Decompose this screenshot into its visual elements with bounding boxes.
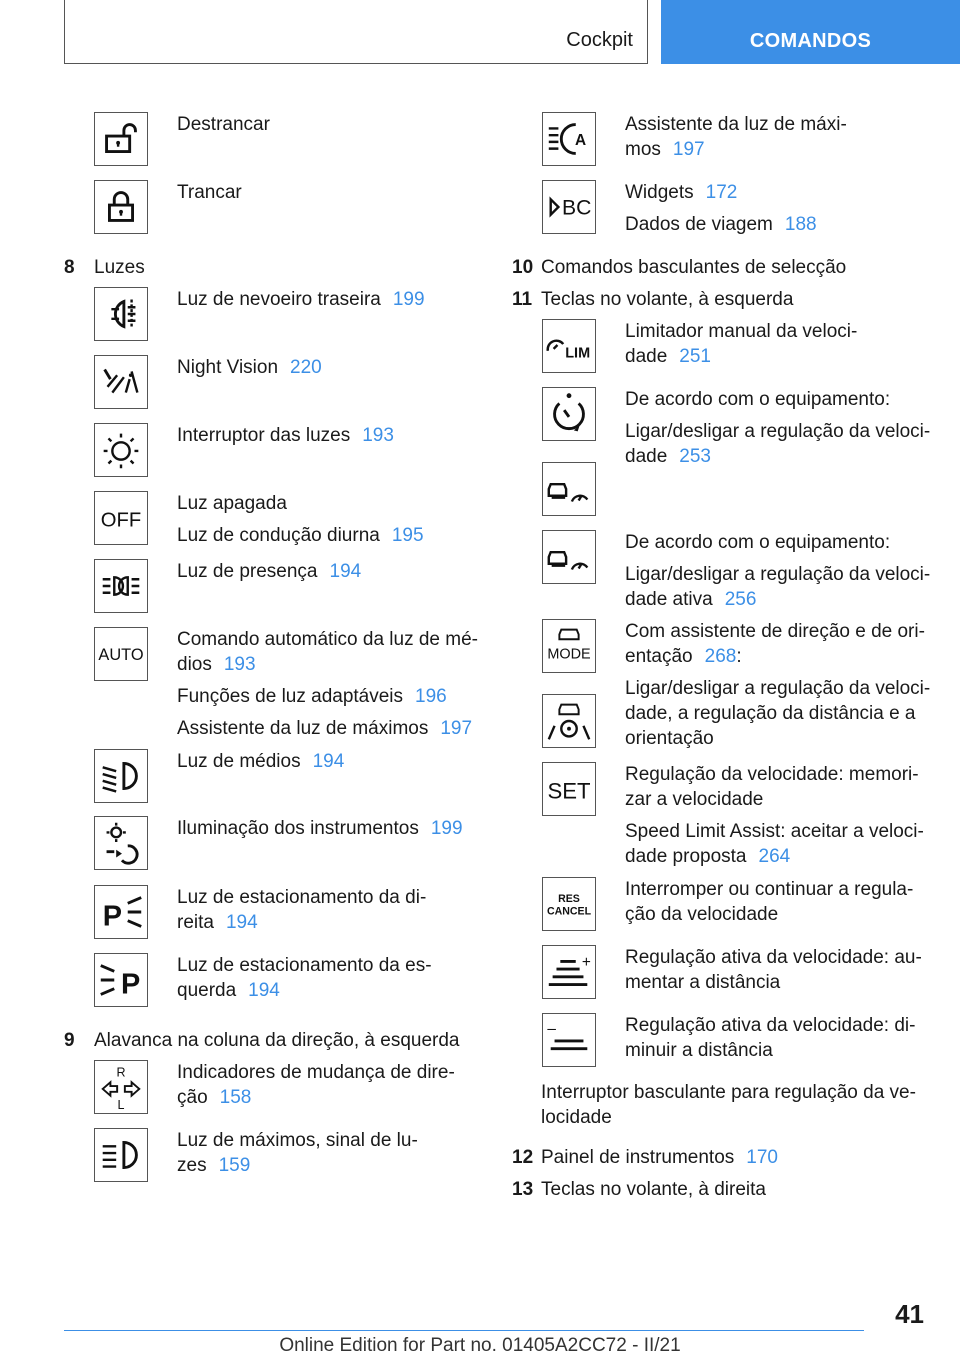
night-vision-label: Night Vision 220	[177, 357, 322, 378]
instrument-lighting-icon	[94, 816, 148, 870]
distance-decrease-icon	[542, 1013, 596, 1067]
page-ref[interactable]: 194	[225, 912, 258, 933]
page-ref[interactable]: 268	[704, 646, 737, 667]
distance-increase-icon	[542, 945, 596, 999]
svg-text:AUTO: AUTO	[98, 645, 144, 664]
page-ref[interactable]: 159	[218, 1155, 251, 1176]
auto-icon	[94, 627, 148, 681]
svg-text:BC: BC	[561, 196, 592, 220]
section-8-number: 8	[64, 257, 75, 278]
high-beam-label: Luz de máximos, sinal de lu- zes 159	[177, 1130, 418, 1176]
svg-text:R: R	[116, 1065, 126, 1080]
svg-text:OFF: OFF	[100, 509, 142, 532]
rocker-switch-label: Interruptor basculante para regulação da ve- locidade	[541, 1082, 916, 1128]
page-ref[interactable]: 197	[440, 718, 473, 739]
right-parking-light-label: Luz de estacionamento da di- reita 194	[177, 887, 427, 933]
widgets-label: Widgets 172	[625, 182, 738, 203]
svg-text:RES: RES	[558, 893, 580, 906]
page-ref[interactable]: 158	[219, 1087, 252, 1108]
page-ref[interactable]: 253	[679, 446, 711, 467]
edition-footer: Online Edition for Part no. 01405A2CC72 - II/21	[279, 1335, 681, 1356]
svg-text:SET: SET	[547, 778, 591, 804]
section-13-number: 13	[512, 1179, 534, 1200]
page-ref[interactable]: 196	[415, 686, 447, 707]
footer-rule	[64, 1330, 864, 1331]
section-13-title: Teclas no volante, à direita	[541, 1179, 766, 1200]
section-8-title: Luzes	[94, 257, 145, 278]
section-9-title: Alavanca na coluna da direção, à esquerda	[94, 1030, 460, 1051]
active-cruise-on-off-label: Ligar/desligar a regulação da veloci- dade ativa 256	[625, 564, 931, 610]
header-section-box	[64, 0, 648, 64]
rear-fog-light-icon	[94, 287, 148, 341]
page-ref[interactable]: 264	[758, 846, 791, 867]
page-ref[interactable]: 251	[679, 346, 711, 367]
turn-indicator-label: Indicadores de mudança de dire- ção 158	[177, 1062, 455, 1108]
speed-limit-assist-label: Speed Limit Assist: aceitar a veloci- dade proposta 264	[625, 821, 924, 867]
night-vision-icon	[94, 355, 148, 409]
speed-limiter-icon	[542, 319, 596, 373]
distance-cruise-icon	[542, 462, 596, 516]
unlock-label: Destrancar	[177, 114, 270, 135]
active-cruise-icon	[542, 530, 596, 584]
left-parking-light-label: Luz de estacionamento da es- querda 194	[177, 955, 432, 1001]
lock-label: Trancar	[177, 182, 242, 203]
page-ref[interactable]: 194	[248, 980, 280, 1001]
trip-data-label: Dados de viagem 188	[625, 214, 817, 235]
high-beam-assistant-label: Assistente da luz de máximos 197	[177, 718, 473, 739]
light-off-label: Luz apagada	[177, 493, 287, 514]
res-cancel-icon	[542, 877, 596, 931]
low-beam-label: Luz de médios 194	[177, 751, 345, 772]
off-icon	[94, 491, 148, 545]
speed-limiter-label: Limitador manual da veloci- dade 251	[625, 321, 858, 367]
lock-icon	[94, 180, 148, 234]
set-icon	[542, 762, 596, 816]
chapter-title: COMANDOS	[749, 30, 872, 52]
page-ref[interactable]: 193	[223, 654, 256, 675]
svg-text:A: A	[574, 131, 587, 149]
equipment-note-2: De acordo com o equipamento:	[625, 532, 891, 553]
svg-text:LIM: LIM	[565, 345, 591, 362]
turn-indicator-icon	[94, 1060, 148, 1114]
resume-cancel-label: Interromper ou continuar a regula- ção da velocidade	[625, 879, 914, 925]
svg-text:P: P	[120, 968, 141, 1001]
driving-assist-on-off-label: Ligar/desligar a regulação da veloci- dade, a regulação da distância e a orientação	[625, 678, 931, 749]
bc-icon	[542, 180, 596, 234]
section-10-number: 10	[512, 257, 534, 278]
svg-text:–: –	[547, 1020, 556, 1038]
unlock-icon	[94, 112, 148, 166]
page-ref[interactable]: 188	[784, 214, 817, 235]
page-ref[interactable]: 197	[672, 139, 705, 160]
equipment-note-1: De acordo com o equipamento:	[625, 389, 891, 410]
page-ref[interactable]: 194	[329, 561, 362, 582]
page-ref[interactable]: 170	[746, 1147, 778, 1168]
page-ref[interactable]: 194	[312, 751, 345, 772]
chapter-tab	[661, 0, 960, 64]
page-ref[interactable]: 199	[430, 818, 463, 839]
page-ref[interactable]: 193	[362, 425, 394, 446]
page-ref[interactable]: 199	[392, 289, 425, 310]
parking-lights-icon	[94, 559, 148, 613]
svg-text:CANCEL: CANCEL	[546, 905, 592, 918]
distance-decrease-label: Regulação ativa da velocidade: di- minuir a distância	[625, 1015, 916, 1061]
svg-text:+: +	[581, 954, 591, 972]
page-ref[interactable]: 220	[290, 357, 322, 378]
adaptive-light-label: Funções de luz adaptáveis 196	[177, 686, 447, 707]
high-beam-assistant-label-right: Assistente da luz de máxi- mos 197	[625, 114, 847, 160]
svg-text:L: L	[117, 1098, 125, 1113]
daytime-running-light-label: Luz de condução diurna 195	[177, 525, 424, 546]
svg-text:MODE: MODE	[547, 646, 591, 663]
cruise-control-icon	[542, 387, 596, 441]
cruise-on-off-label: Ligar/desligar a regulação da veloci- dade 253	[625, 421, 931, 467]
high-beam-icon	[94, 1128, 148, 1182]
section-11-number: 11	[512, 289, 533, 310]
auto-low-beam-label: Comando automático da luz de mé- dios 193	[177, 629, 478, 675]
high-beam-assistant-icon	[542, 112, 596, 166]
page-number: 41	[895, 1299, 924, 1329]
instrument-lighting-label: Iluminação dos instrumentos 199	[177, 818, 463, 839]
page-ref[interactable]: 256	[724, 589, 757, 610]
distance-increase-label: Regulação ativa da velocidade: au- mentar a distância	[625, 947, 922, 993]
page-ref[interactable]: 195	[391, 525, 424, 546]
set-speed-label: Regulação da velocidade: memori- zar a velocidade	[625, 764, 919, 810]
page-ref[interactable]: 172	[705, 182, 738, 203]
section-9-number: 9	[64, 1030, 75, 1051]
low-beam-icon	[94, 749, 148, 803]
svg-text:P: P	[102, 900, 122, 933]
light-switch-label: Interruptor das luzes 193	[177, 425, 394, 446]
section-10-title: Comandos basculantes de selecção	[541, 257, 847, 278]
section-12-title: Painel de instrumentos 170	[541, 1147, 778, 1168]
section-12-number: 12	[512, 1147, 534, 1168]
section-title: Cockpit	[566, 29, 633, 51]
steering-assist-icon	[542, 694, 596, 748]
section-11-title: Teclas no volante, à esquerda	[541, 289, 794, 310]
steering-assistant-label: Com assistente de direção e de ori- entação 268:	[625, 621, 925, 667]
rear-fog-light-label: Luz de nevoeiro traseira 199	[177, 289, 425, 310]
light-switch-icon	[94, 423, 148, 477]
mode-icon	[542, 619, 596, 673]
left-parking-light-icon	[94, 953, 148, 1007]
parking-lights-label: Luz de presença 194	[177, 561, 362, 582]
right-parking-light-icon	[94, 885, 148, 939]
